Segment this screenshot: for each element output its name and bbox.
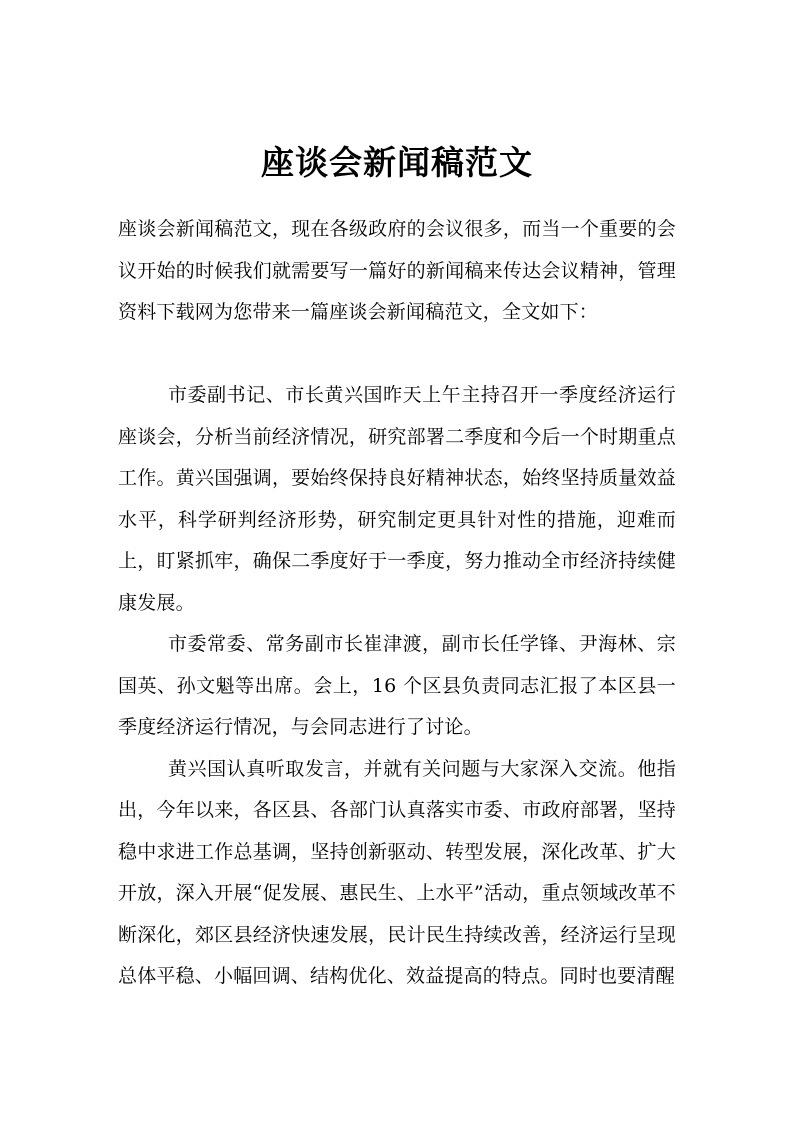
document-title: 座谈会新闻稿范文	[261, 143, 533, 182]
paragraph-body-2: 市委常委、常务副市长崔津渡，副市长任学锋、尹海林、宗国英、孙文魁等出席。会上，16 个区县负责同志汇报了本区县一季度经济运行情况，与会同志进行了讨论。	[118, 633, 676, 738]
paragraph-body-3: 黄兴国认真听取发言，并就有关问题与大家深入交流。他指出，今年以来，各区县、各部门认真落实市委、市政府部署，坚持稳中求进工作总基调，坚持创新驱动、转型发展，深化改革、扩大开放，深入开展“促发展、惠民生、上水平”活动，重点领域改革不断深化，郊区县经济快速发展，民计民生持续改善，经济运行呈现总体平稳、小幅回调、结构优化、效益提高的特点。同时也要清醒	[118, 757, 676, 987]
paragraph-body-1: 市委副书记、市长黄兴国昨天上午主持召开一季度经济运行座谈会，分析当前经济情况，研究部署二季度和今后一个时期重点工作。黄兴国强调，要始终保持良好精神状态，始终坚持质量效益水平，科学研判经济形势，研究制定更具针对性的措施，迎难而上，盯紧抓牢，确保二季度好于一季度，努力推动全市经济持续健康发展。	[118, 384, 676, 614]
paragraph-intro: 座谈会新闻稿范文，现在各级政府的会议很多，而当一个重要的会议开始的时候我们就需要写一篇好的新闻稿来传达会议精神，管理资料下载网为您带来一篇座谈会新闻稿范文，全文如下：	[118, 218, 676, 323]
